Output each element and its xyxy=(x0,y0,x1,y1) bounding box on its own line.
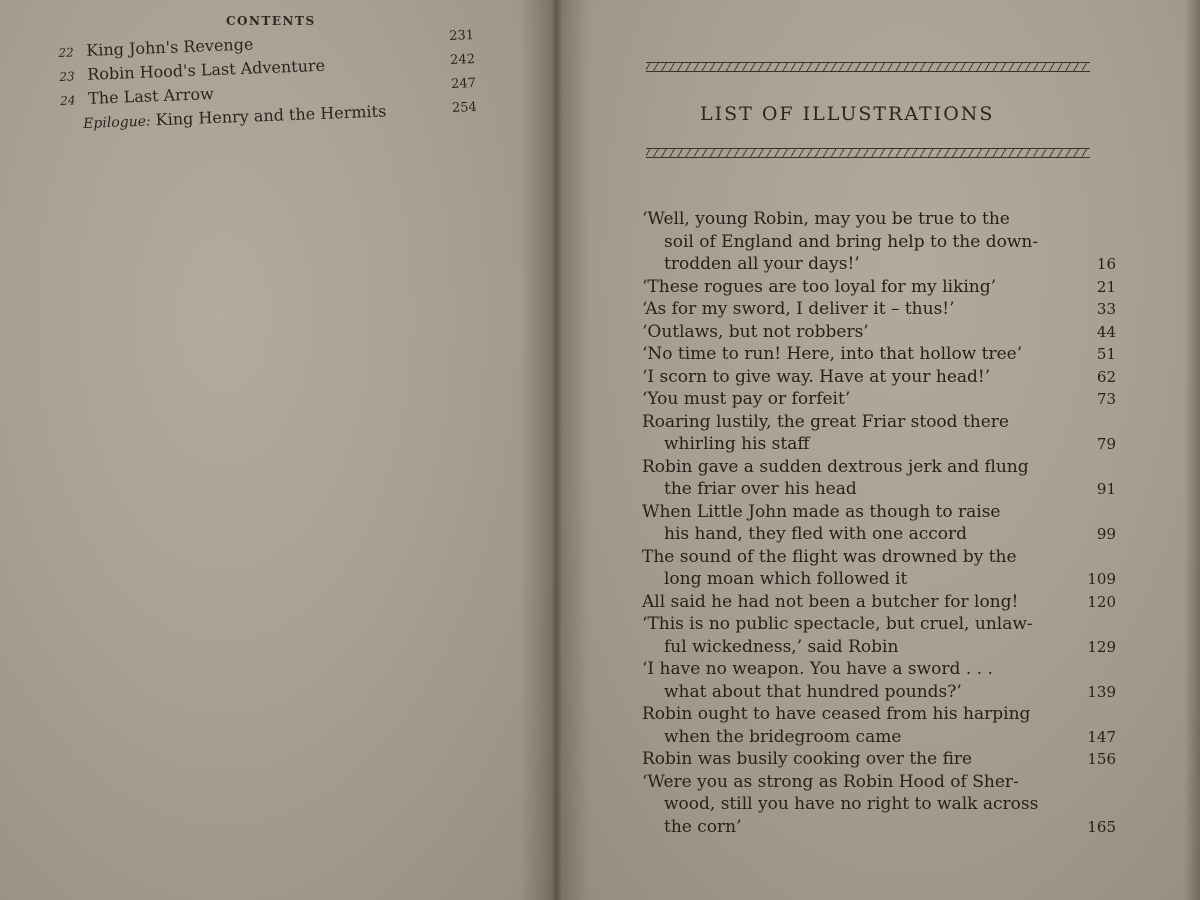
illustration-caption-line: the corn’ xyxy=(664,816,742,837)
illustration-caption-line: Robin ought to have ceased from his harping xyxy=(642,704,1031,724)
illustration-entry xyxy=(642,771,1132,839)
illustration-entry xyxy=(642,411,1132,456)
chapter-page: 242 xyxy=(449,52,476,68)
illustration-page-number: 33 xyxy=(1096,300,1116,318)
contents-heading: CONTENTS xyxy=(226,14,316,28)
chapter-number: 24 xyxy=(59,93,76,108)
illustration-entry xyxy=(642,591,1132,614)
illustration-caption-line: long moan which followed it xyxy=(664,569,908,589)
illustration-caption-line: The sound of the flight was drowned by the xyxy=(642,546,1017,567)
illustration-page-number: 91 xyxy=(1096,480,1116,498)
chapter-page: 247 xyxy=(450,75,477,92)
illustration-entry xyxy=(642,748,1132,771)
illustration-page-number: 21 xyxy=(1096,277,1116,296)
illustration-caption-line: whirling his staff xyxy=(664,434,810,454)
illustration-page-number: 79 xyxy=(1096,435,1116,453)
left-page xyxy=(0,0,560,900)
illustration-caption-line: ‘This is no public spectacle, but cruel, unlaw- xyxy=(642,614,1033,634)
illustration-entry xyxy=(642,321,1132,344)
illustration-caption-line: All said he had not been a butcher for long! xyxy=(642,591,1019,612)
book-gutter xyxy=(520,0,590,900)
illustration-caption-line: ‘Were you as strong as Robin Hood of Sher- xyxy=(642,771,1019,792)
illustration-entry xyxy=(642,343,1132,366)
illustration-page-number: 156 xyxy=(1087,750,1116,768)
illustration-caption-line: ‘No time to run! Here, into that hollow tree’ xyxy=(642,344,1023,364)
illustration-page-number: 51 xyxy=(1096,345,1116,363)
illustration-entry xyxy=(642,613,1132,658)
illustration-entry xyxy=(642,388,1132,411)
illustration-caption-line: his hand, they fled with one accord xyxy=(664,524,968,544)
illustration-caption-line: When Little John made as though to raise xyxy=(642,501,1001,522)
illustration-page-number: 99 xyxy=(1096,525,1116,543)
illustration-page-number: 139 xyxy=(1087,682,1116,701)
chapter-title: King John's Revenge xyxy=(85,34,254,60)
bottom-ornamental-rule xyxy=(646,148,1090,158)
chapter-page: 231 xyxy=(448,28,475,44)
illustration-caption-line: what about that hundred pounds?’ xyxy=(664,681,962,702)
illustration-entry xyxy=(642,366,1132,389)
illustration-page-number: 147 xyxy=(1087,727,1116,746)
illustration-caption-line: Roaring lustily, the great Friar stood there xyxy=(642,411,1009,432)
illustration-entry xyxy=(642,298,1132,321)
illustration-entry xyxy=(642,703,1132,748)
illustration-entry xyxy=(642,456,1132,501)
illustration-entry xyxy=(642,208,1132,276)
illustration-caption-line: ‘Outlaws, but not robbers’ xyxy=(642,321,869,342)
epilogue-name: King Henry and the Hermits xyxy=(155,101,387,130)
illustration-entry xyxy=(642,501,1132,546)
illustration-page-number: 73 xyxy=(1096,390,1116,408)
illustration-entry xyxy=(642,546,1132,591)
chapter-title: Robin Hood's Last Adventure xyxy=(86,55,326,84)
illustrations-heading: LIST OF ILLUSTRATIONS xyxy=(700,103,995,125)
illustration-entry xyxy=(642,276,1132,299)
chapter-page: 254 xyxy=(451,99,478,116)
illustration-page-number: 165 xyxy=(1087,817,1116,836)
illustration-page-number: 129 xyxy=(1087,637,1116,656)
illustration-page-number: 44 xyxy=(1096,322,1116,341)
chapter-title: The Last Arrow xyxy=(87,84,215,108)
chapter-number: 22 xyxy=(58,45,74,60)
top-ornamental-rule xyxy=(646,62,1090,72)
contents-list xyxy=(58,25,501,138)
illustration-caption-line: the friar over his head xyxy=(664,479,857,499)
illustration-caption-line: ‘These rogues are too loyal for my liking’ xyxy=(642,276,997,297)
illustration-caption-line: soil of England and bring help to the down- xyxy=(664,231,1039,252)
illustration-caption-line: ful wickedness,’ said Robin xyxy=(664,636,899,657)
illustration-page-number: 109 xyxy=(1087,570,1116,588)
illustration-caption-line: ‘I scorn to give way. Have at your head!’ xyxy=(642,366,991,387)
chapter-number: 23 xyxy=(59,69,75,84)
illustrations-list xyxy=(642,208,1132,838)
illustration-caption-line: wood, still you have no right to walk across xyxy=(664,794,1039,814)
page-edge xyxy=(1184,0,1200,900)
illustration-caption-line: ‘I have no weapon. You have a sword . . . xyxy=(642,659,993,679)
illustration-caption-line: ‘As for my sword, I deliver it – thus!’ xyxy=(642,299,955,319)
illustration-page-number: 62 xyxy=(1096,367,1116,386)
illustration-caption-line: ‘You must pay or forfeit’ xyxy=(642,389,851,409)
illustration-caption-line: Robin gave a sudden dextrous jerk and flung xyxy=(642,456,1029,477)
illustration-entry xyxy=(642,658,1132,703)
illustration-caption-line: when the bridegroom came xyxy=(664,726,902,747)
illustration-page-number: 16 xyxy=(1096,255,1116,273)
epilogue-label: Epilogue: xyxy=(82,113,151,133)
illustration-caption-line: trodden all your days!’ xyxy=(664,254,860,274)
illustration-page-number: 120 xyxy=(1087,592,1116,611)
illustration-caption-line: ‘Well, young Robin, may you be true to the xyxy=(642,209,1010,229)
illustration-caption-line: Robin was busily cooking over the fire xyxy=(642,749,973,769)
